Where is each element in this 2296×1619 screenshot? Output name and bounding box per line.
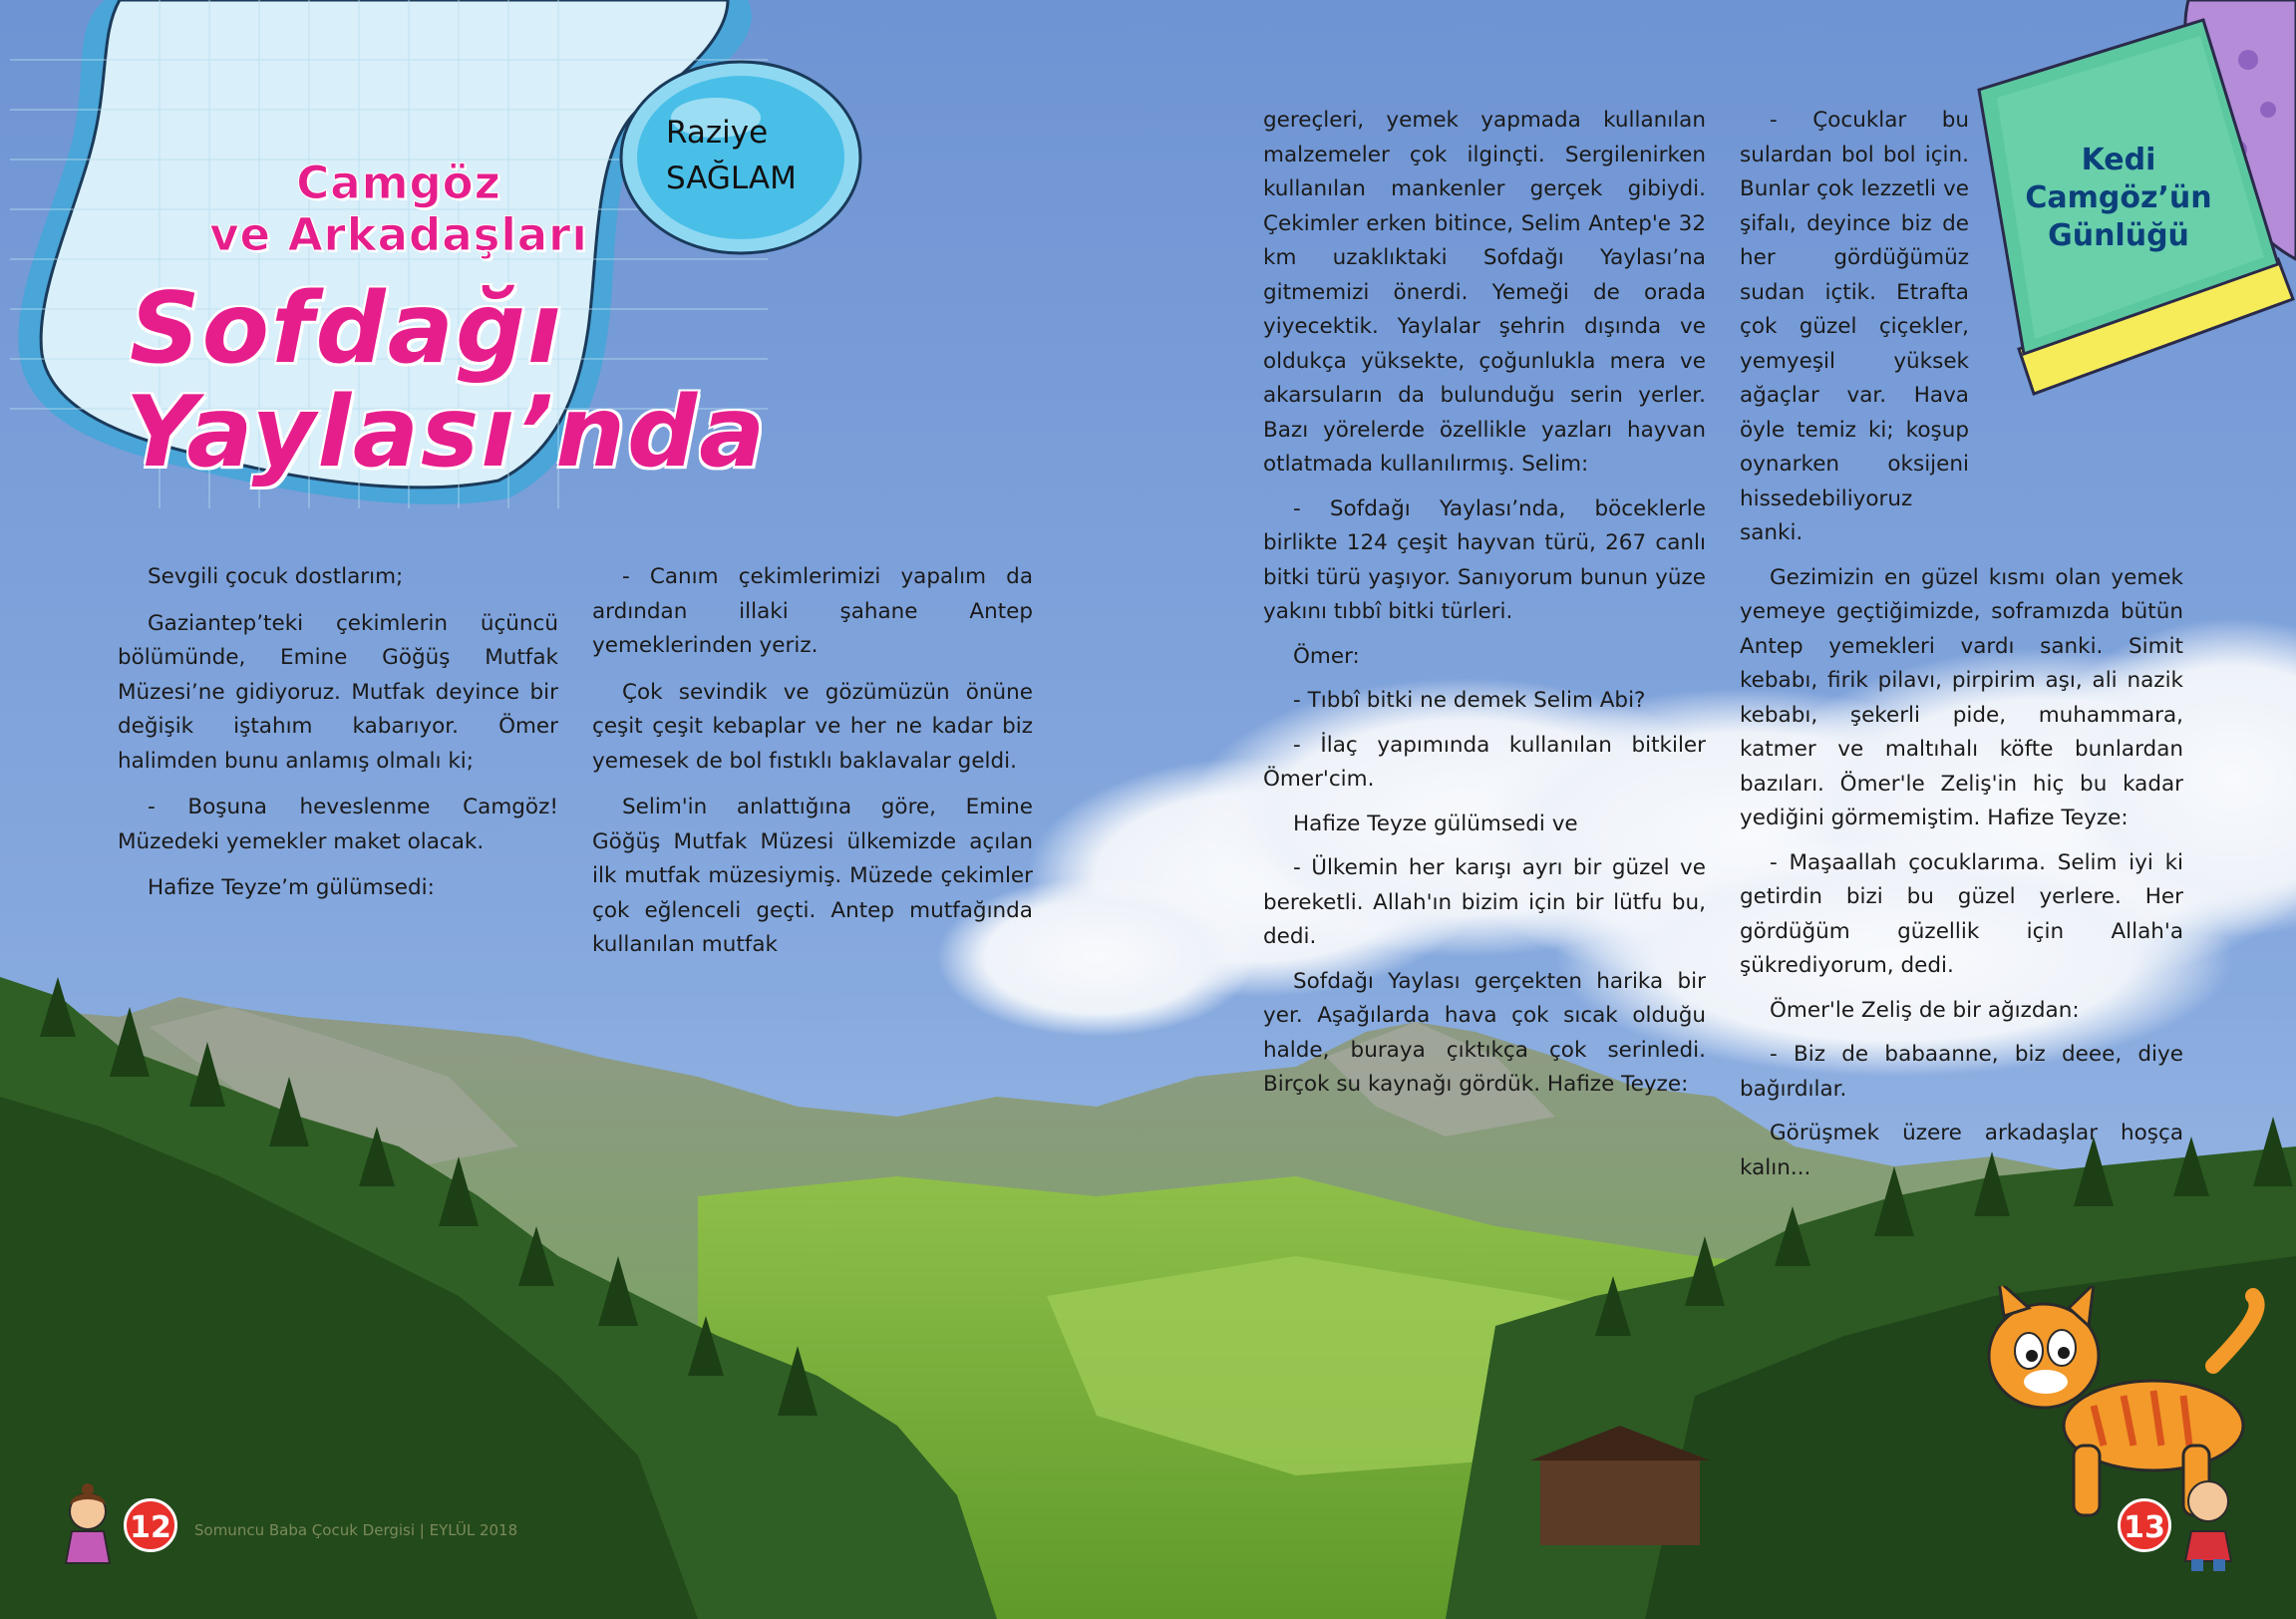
paragraph: - İlaç yapımında kullanılan bitkiler Ömer'cim. <box>1263 732 1706 792</box>
title-line-2: ve Arkadaşları <box>209 208 588 261</box>
paragraph: Ömer: <box>1293 643 1360 669</box>
paragraph: Görüşmek üzere arkadaşlar hoşça kalın... <box>1740 1121 2183 1180</box>
title-line-1: Camgöz <box>296 157 501 209</box>
text-column-1 <box>118 560 558 918</box>
paragraph: Selim'in anlattığına göre, Emine Göğüş Mutfak Müzesi ülkemizde açılan ilk mutfak müzesiymiş. Müzede çekimler çok eğlenceli geçti. Antep mutfağında kullanılan mutfak <box>592 795 1033 957</box>
paragraph: Sofdağı Yaylası gerçekten harika bir yer. Aşağılarda hava çok sıcak olduğu halde, buraya çıktıkça çok serinledi. Birçok su kaynağı gördük. Hafize Teyze: <box>1263 968 1706 1097</box>
paragraph: Sevgili çocuk dostlarım; <box>148 564 404 589</box>
title-subtitle <box>140 158 658 261</box>
text-column-2 <box>592 560 1033 975</box>
paragraph: - Canım çekimlerimizi yapalım da ardından illaki şahane Antep yemeklerinden yeriz. <box>592 564 1033 658</box>
text-column-4 <box>1740 104 2183 1195</box>
boy-mascot-icon <box>2173 1473 2243 1573</box>
title-main <box>126 272 768 489</box>
paragraph: - Sofdağı Yaylası’nda, böceklerle birlikte 124 çeşit hayvan türü, 267 canlı bitki türü yaşıyor. Sanıyorum bunun yüze yakını tıbbî bitki türleri. <box>1263 495 1706 624</box>
text-column-3 <box>1263 104 1706 1113</box>
paragraph: - Maşaallah çocuklarıma. Selim iyi ki getirdin bizi bu güzel yerlere. Her gördüğüm güzellik için Allah'a şükrediyorum, dedi. <box>1740 849 2183 978</box>
paragraph: Hafize Teyze’m gülümsedi: <box>148 875 435 900</box>
paragraph: - Çocuklar bu sulardan bol bol için. Bunlar çok lezzetli ve şifalı, deyince biz de her gördüğümüz sudan içtik. Etrafta çok güzel çiçekler, yemyeşil yüksek ağaçlar var. Hava öyle temiz ki; koşup oynarken oksijeni hissedebiliyoruz sanki. <box>1740 108 1969 545</box>
diary-line-3: Günlüğü <box>2048 218 2189 253</box>
right-page-number: 13 <box>2118 1498 2171 1552</box>
left-footer-text: Somuncu Baba Çocuk Dergisi | EYLÜL 2018 <box>194 1521 518 1539</box>
paragraph: Çok sevindik ve gözümüzün önüne çeşit çeşit kebaplar ve her ne kadar biz yemesek de bol fıstıklı baklavalar geldi. <box>592 679 1033 774</box>
paragraph: Ömer'le Zeliş de bir ağızdan: <box>1770 997 2080 1023</box>
author-first-name: Raziye <box>666 115 769 151</box>
paragraph: Hafize Teyze gülümsedi ve <box>1293 810 1578 836</box>
paragraph: Gezimizin en güzel kısmı olan yemek yemeye geçtiğimizde, soframızda bütün Antep yemekleri vardı sanki. Simit kebabı, firik pilavı, pirpirim aşı, ali nazik kebabı, şekerli pide, muhammara, katmer ve maltıhalı köfte bunlardan bazıları. Ömer'le Zeliş'in hiç bu kadar yediğini görmemiştim. Hafize Teyze: <box>1740 564 2183 830</box>
title-main-line-1: Sofdağı <box>130 272 563 386</box>
paragraph: - Ülkemin her karışı ayrı bir güzel ve bereketli. Allah'ın bizim için bir lütfu bu, dedi. <box>1263 855 1706 949</box>
author-name <box>666 110 835 201</box>
diary-line-1: Kedi <box>2081 143 2156 177</box>
title-main-line-2: Yaylası’nda <box>126 376 768 489</box>
diary-line-2: Camgöz’ün <box>2025 180 2212 215</box>
paragraph: - Biz de babaanne, biz deee, diye bağırdılar. <box>1740 1042 2183 1102</box>
paragraph: - Boşuna heveslenme Camgöz! Müzedeki yemekler maket olacak. <box>118 795 558 854</box>
paragraph: Gaziantep’teki çekimlerin üçüncü bölümünde, Emine Göğüş Mutfak Müzesi’ne gidiyoruz. Mutfak deyince bir değişik iştahım kabarıyor. Ömer halimden bunu anlamış olmalı ki; <box>118 610 558 774</box>
left-page-number: 12 <box>124 1498 177 1552</box>
paragraph: - Tıbbî bitki ne demek Selim Abi? <box>1293 688 1646 713</box>
girl-mascot-icon <box>58 1483 118 1567</box>
paragraph: gereçleri, yemek yapmada kullanılan malzemeler çok ilginçti. Sergilenirken kullanılan mankenler gerçek gibiydi. Çekimler erken bitince, Selim Antep'e 32 km uzaklıktaki Sofdağı Yaylası’na gitmemizi önerdi. Yemeği de orada yiyecektik. Yaylalar şehrin dışında ve oldukça yüksekte, çoğunlukla mera ve akarsuların da bulunduğu serin yerler. Bazı yörelerde özellikle yazları hayvan otlatmada kullanılırmış. Selim: <box>1263 108 1706 477</box>
author-last-name: SAĞLAM <box>666 161 797 196</box>
